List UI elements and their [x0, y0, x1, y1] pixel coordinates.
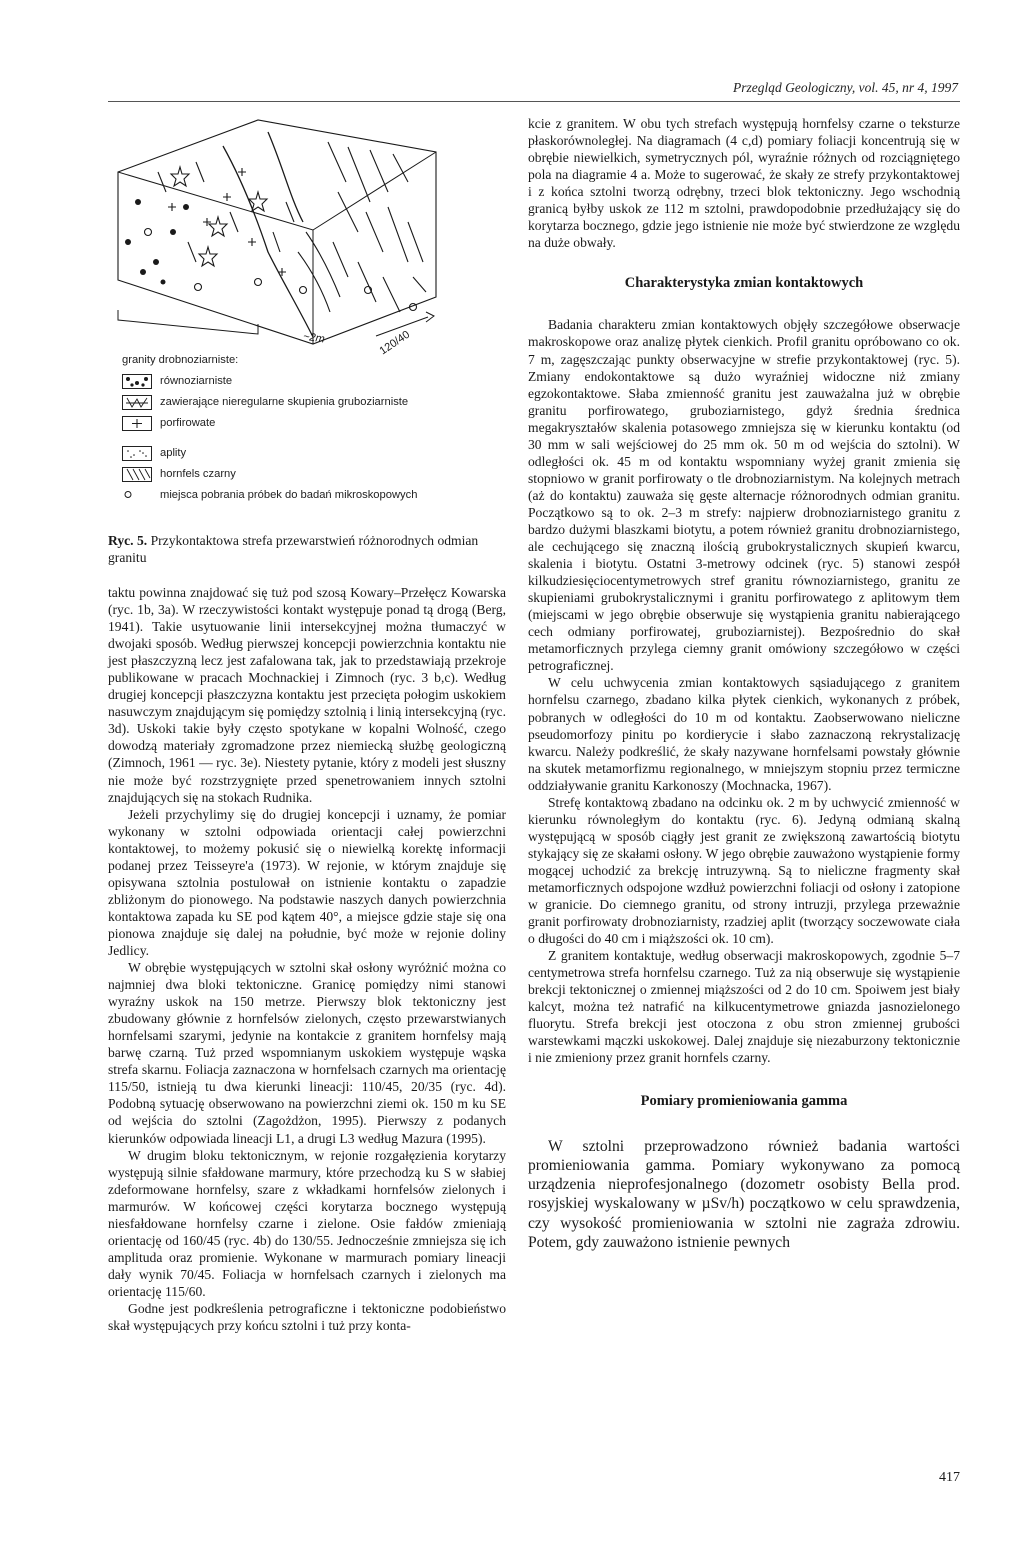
section-heading: Pomiary promieniowania gamma: [640, 1093, 848, 1110]
paragraph: taktu powinna znajdować się tuż pod szosą Kowary–Przełęcz Kowarska (ryc. 1b, 3a). W rzeczywistości kontakt występuje ponad tą drogą (Berg, 1941). Takie usytuowanie linii intersekcyjnej można tłumaczyć w dwojaki sposób. Według pierwszej koncepcji powierzchnia kontaktu nie jest płaszczyzną lecz jest zafalowana tak, jak to przedstawiają przekroje publikowane w pracach Mochnackiej i Zimnoch (ryc. 3 b,c). Według drugiej koncepcji płaszczyzna kontaktu jest przecięta połogim uskokiem nasuwczym znajdującym się pomiędzy sztolnią i linią intersekcyjną (ryc. 3d). Uskoki takie były często spotykane w kopalni Wolność, czego dowodzą materiały zgromadzone przez niemiecką służbę geologiczną (Zimnoch, 1961 — ryc. 3e). Niestety pytanie, który z modeli jest słuszny nie może być rozstrzygnięte przed spenetrowaniem innych sztolni znajdujących się na stokach Rudnika.: [108, 585, 506, 805]
stars-icon: [122, 395, 152, 410]
running-head: Przegląd Geologiczny, vol. 45, nr 4, 1997: [733, 80, 958, 95]
block-diagram: [108, 112, 506, 352]
legend-title: granity drobnoziarniste:: [122, 354, 239, 366]
right-column: [528, 115, 960, 1252]
legend-row: [122, 393, 502, 411]
paragraph: Strefę kontaktową zbadano na odcinku ok. 2 m by uchwycić zmienność w kierunku równoległym do kontaktu (ryc. 6). Jedyną odmianą skalną występującą w sposób ciągły jest granit ze zwiększoną zawartością biotytu stykający się ze skałami osłony. W jego obrębie zauważono wystąpienie formy mogącej uchodzić za brekcję intruzywną. Są to nieliczne fragmenty skał metamorficznych odspojone wzdłuż powierzchni foliacji od osłony i zatopione w granicie. Do ciemnego granitu, od strony intruzji, przylega przeważnie granit porfirowaty drobnoziarnisty, rzadziej aplit (tworzący soczewowate ciała o długości do 40 cm i miąższości ok. 10 cm).: [528, 794, 960, 947]
cross-icon: [122, 416, 152, 431]
legend-label: hornfels czarny: [160, 468, 236, 480]
legend-label: miejsca pobrania próbek do badań mikroskopowych: [160, 489, 418, 501]
circle-icon: [122, 488, 152, 503]
stipple-icon: [122, 446, 152, 461]
figure-legend: [122, 354, 502, 507]
caption-label: Ryc. 5.: [108, 533, 148, 548]
figure-caption: [108, 532, 506, 566]
paragraph: Jeżeli przychylimy się do drugiej koncepcji i uznamy, że pomiar wykonany w sztolni odpowiada orientacji całej powierzchni kontaktowej, to możemy pokusić się o niewielką korektę informacji podanej przez Teisseyre'a (1973). W rejonie, w którym znajduje się opisywana sztolnia postulował on istnienie kontaktu o zapadzie zbliżonym do pionowego. Na podstawie naszych danych powierzchnia kontaktowa zapada ku SE pod kątem 40°, a miejsce gdzie staje się ona pionowa znajduje się dalej na południe, być może w rejonie doliny Jedlicy.: [108, 806, 506, 958]
legend-row: [122, 465, 502, 483]
paragraph: kcie z granitem. W obu tych strefach występują hornfelsy czarne o teksturze płaskorównoległej. Na diagramach (4 c,d) pomiary foliacji koncentrują się w obrębie niewielkich, symetrycznych pól, wyraźnie różnych od rozciągniętego pola na diagramie 4 a. Może to sugerować, że skały ze strefy przykontaktowej i z końca sztolni tworzą odrębny, trzeci blok tektoniczny. Jego wschodnią granicą byłby uskok ze 112 m sztolni, prawdopodobnie przedłużający się do korytarza bocznego, gdzie jego istnienie nie może być stwierdzone ze względu na duże obwały.: [528, 116, 960, 251]
paragraph: Godne jest podkreślenia petrograficzne i tektoniczne podobieństwo skał występujących przy końcu sztolni i tuż przy konta-: [108, 1300, 506, 1334]
paragraph: W obrębie występujących w sztolni skał osłony wyróżnić można co najmniej dwa bloki tektoniczne. Granicę pomiędzy nimi stanowi wyraźny uskok na 150 metrze. Pierwszy blok tektoniczny jest zbudowany głównie z hornfelsów zielonych, często przewarstwianych hornfelsami szarymi, jedynie na kontakcie z granitem hornfelsy mają barwę czarną. Tuż przed wspomnianym uskokiem występuje wąska strefa skarnu. Foliacja zaznaczona w hornfelsach czarnych ma orientację 115/50, istnieją tu dwa kierunki lineacji: 110/45, 20/35 (ryc. 4d). Podobną sytuację obserwowano na powierzchni ziemi ok. 150 m ku SE od wejścia do sztolni (Zagożdżon, 1995). Pierwszy z podanych kierunków odpowiada lineacji L1, a drugi L3 według Mazura (1995).: [108, 960, 506, 1146]
legend-label: porfirowate: [160, 417, 216, 429]
header-rule: [108, 101, 960, 102]
page-number: 417: [939, 1470, 960, 1485]
legend-label: zawierające nieregularne skupienia gruboziarniste: [160, 396, 409, 408]
paragraph: W celu uchwycenia zmian kontaktowych sąsiadującego z granitem hornfelsu czarnego, zbadano kilka płytek cienkich, wykonanych z próbek, pobranych w odległości do 10 m od kontaktu. Zaobserwowano nieliczne pseudomorfozy pinitu po kordierycie i słabo zaznaczoną rekrystalizację kwarcu. Należy podkreślić, że skały nazywane hornfelsami powstały głównie na skutek metamorfizmu regionalnego, w mniejszym stopniu przez termiczne oddziaływanie granitu Karkonoszy (Mochnacka, 1967).: [528, 675, 960, 793]
legend-label: aplity: [160, 447, 187, 459]
caption-text: Przykontaktowa strefa przewarstwień różnorodnych odmian granitu: [108, 533, 479, 565]
section-heading: Charakterystyka zmian kontaktowych: [624, 275, 864, 292]
paragraph: W drugim bloku tektonicznym, w rejonie rozgałęzienia korytarzy występują silnie sfałdowane marmury, które przechodzą ku S w słabiej zdeformowane hornfelsy, szare z wkładkami hornfelsów zielonych i marmurów. W końcowej części korytarza bocznego występują niesfałdowane hornfelsy czarne i zielone. Osie fałdów zmieniają orientację od 160/45 (ryc. 4b) do 130/55. Jednocześnie zmniejsza się ich amplituda oraz promienie. Wykonane w marmurach pomiary lineacji dały wynik 70/45. Foliacja w hornfelsach czarnych i zielonych ma orientację 115/60.: [108, 1147, 506, 1299]
paragraph: W sztolni przeprowadzono również badania wartości promieniowania gamma. Pomiary wykonywano za pomocą urządzenia nieprofesjonalnego (dozometr osobisty Bella prod. rosyjskiej wyskalowany w µSv/h) początkowo w celu sprawdzenia, czy wysokość promieniowania w sztolni nie zagraża zdrowiu. Potem, gdy zauważono istnienie pewnych: [528, 1137, 960, 1252]
left-column: [108, 584, 506, 1334]
dots-icon: [122, 374, 152, 389]
paragraph: Badania charakteru zmian kontaktowych objęły szczegółowe obserwacje makroskopowe oraz analizę płytek cienkich. Profil granitu opróbowano co ok. 7 m, zagęszczając punkty obserwacyjne w strefie przykontaktowej (ryc. 5). Zmiany endokontaktowe są dużo wyraźniej widoczne niż zmiany egzokontaktowe. Słaba zmienność granitu jest zauważalna już w obrębie granitu porfirowatego, gruboziarnistego, gdyż średnia średnica megakryształów skalenia potasowego zmniejsza się w kierunku kontaktu (od 30 mm w sali wejściowej do 25 mm ok. 50 m od wejścia do sztolni). W odległości ok. 45 m od kontaktu wspomniany wyżej granit zmienia się stopniowo w granit porfirowaty o tle drobnoziarnistym. Na kolejnych metrach (aż do kontaktu) zauważa się gęste alternacje różnorodnych odmian granitu. Początkowo są to ok. 2–3 m strefy: najpierw drobnoziarnistego granitu z bardzo dużymi blaszkami biotytu, a potem również granitu drobnoziarnistego, ale cechującego się znaczną ilością grubokrystalicznych skupień kwarcu, skalenia i biotytu. Ostatni 3-metrowy odcinek (ryc. 5) stanowi zespół kilkudziesięciocentymetrowych stref granitu równoziarnistego, granitu ze skupieniami grubokrystalicznymi i granitu porfirowatego z aplitowym tłem (miejscami w jego obrębie obserwuje się wystąpienia granitu nabierającego cech odmiany porfirowatej, gruboziarnistej). Bezpośrednio do skał metamorficznych przylega ciemny granit omówiony szczegółowo w części petrograficznej.: [528, 317, 960, 674]
legend-row: [122, 414, 502, 432]
legend-label: równoziarniste: [160, 375, 233, 387]
orientation-label: 120/40: [377, 328, 413, 358]
legend-row: [122, 372, 502, 390]
paragraph: Z granitem kontaktuje, według obserwacji makroskopowych, zgodnie 5–7 centymetrowa strefa hornfelsu czarnego. Tuż za nią obserwuje się wystąpienie brekcji tektonicznej o zmiennej miąższości od 2 do 10 cm. Spoiwem jest biały kalcyt, można też natrafić na kilkucentymetrowe gniazda jasnozielonego fluorytu. Strefa brekcji jest otoczona z obu stron zmiennej grubości warstewkami mączki uskokowej. Dalej znajduje się niezaburzony tektonicznie i nie zmieniony przez granit hornfels czarny.: [528, 948, 960, 1066]
legend-row: [122, 486, 502, 504]
figure-5: [108, 112, 506, 572]
legend-row: [122, 444, 502, 462]
scale-label: ~2m: [302, 330, 326, 346]
hatch-icon: [122, 467, 152, 482]
